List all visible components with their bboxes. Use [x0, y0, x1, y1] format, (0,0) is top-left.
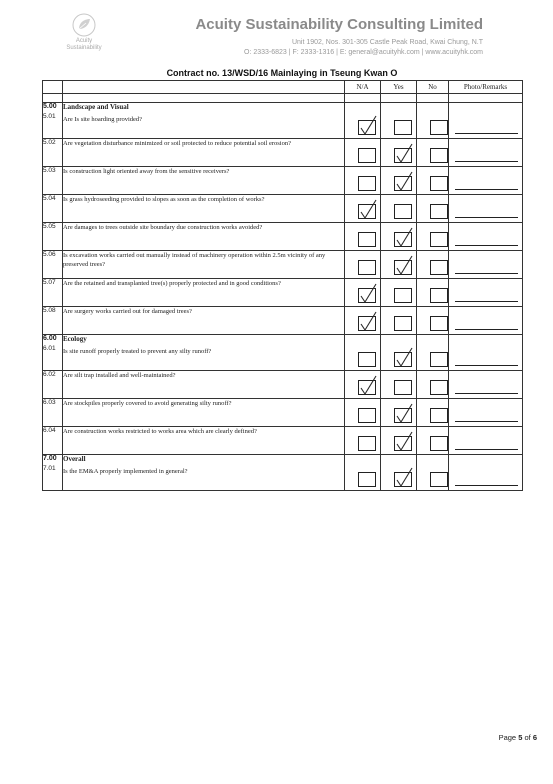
table-row	[43, 335, 523, 371]
checkbox-cell-yes	[381, 427, 417, 455]
spacer-cell	[417, 94, 449, 103]
checkbox-yes[interactable]	[394, 232, 412, 247]
checkbox-no[interactable]	[430, 352, 448, 367]
row-description: Are surgery works carried out for damaged trees?	[63, 307, 345, 335]
remarks-cell	[449, 335, 523, 371]
checkbox-yes[interactable]	[394, 380, 412, 395]
checkbox-cell-na	[345, 223, 381, 251]
checkbox-cell-yes	[381, 335, 417, 371]
checkbox-cell-na	[345, 335, 381, 371]
checkbox-cell-yes	[381, 139, 417, 167]
contact-line: O: 2333-6823 | F: 2333-1316 | E: general@acuityhk.com | www.acuityhk.com	[243, 49, 483, 56]
row-number: 5.08	[43, 307, 63, 335]
document-title: Contract no. 13/WSD/16 Mainlaying in Tseung Kwan O	[166, 68, 398, 78]
checkbox-no[interactable]	[430, 232, 448, 247]
row-description: Are the retained and transplanted tree(s) properly protected and in good conditions?	[63, 279, 345, 307]
tick-mark-icon	[394, 431, 414, 453]
page-prefix: Page	[498, 733, 517, 742]
checkbox-na[interactable]	[358, 148, 376, 163]
tick-mark-icon	[394, 403, 414, 425]
item-text: Is site runoff properly treated to prevent any silty runoff?	[63, 348, 212, 355]
tick-mark-icon	[358, 311, 378, 333]
row-description: Are damages to trees outside site boundary due construction works avoided?	[63, 223, 345, 251]
checkbox-yes[interactable]	[394, 316, 412, 331]
checkbox-no[interactable]	[430, 436, 448, 451]
row-description: Is construction light oriented away from the sensitive receivers?	[63, 167, 345, 195]
checkbox-cell-na	[345, 307, 381, 335]
checkbox-cell-no	[417, 279, 449, 307]
remarks-cell	[449, 371, 523, 399]
row-number: 5.07	[43, 279, 63, 307]
row-number	[43, 335, 63, 371]
checkbox-cell-na	[345, 455, 381, 491]
tick-mark-icon	[394, 143, 414, 165]
checkbox-yes[interactable]	[394, 472, 412, 487]
section-title: Landscape and Visual	[63, 103, 129, 111]
remarks-line[interactable]	[455, 245, 518, 246]
remarks-line[interactable]	[455, 485, 518, 486]
tick-mark-icon	[358, 199, 378, 221]
checkbox-na[interactable]	[358, 120, 376, 135]
row-number: 6.02	[43, 371, 63, 399]
row-description: Are stockpiles properly covered to avoid generating silty runoff?	[63, 399, 345, 427]
header-yes: Yes	[381, 81, 417, 94]
tick-mark-icon	[394, 227, 414, 249]
header-remarks: Photo/Remarks	[449, 81, 523, 94]
checkbox-yes[interactable]	[394, 120, 412, 135]
checkbox-no[interactable]	[430, 120, 448, 135]
checkbox-na[interactable]	[358, 316, 376, 331]
remarks-cell	[449, 139, 523, 167]
header-na: N/A	[345, 81, 381, 94]
checkbox-yes[interactable]	[394, 408, 412, 423]
section-number: 5.00	[43, 103, 57, 110]
checkbox-yes[interactable]	[394, 260, 412, 275]
table-row	[43, 167, 523, 195]
tick-mark-icon	[394, 255, 414, 277]
header-blank	[63, 81, 345, 94]
checkbox-cell-na	[345, 279, 381, 307]
remarks-line[interactable]	[455, 449, 518, 450]
checkbox-na[interactable]	[358, 232, 376, 247]
checkbox-cell-no	[417, 103, 449, 139]
remarks-line[interactable]	[455, 421, 518, 422]
checkbox-no[interactable]	[430, 472, 448, 487]
checkbox-cell-no	[417, 399, 449, 427]
company-name: Acuity Sustainability Consulting Limited	[195, 16, 483, 33]
checkbox-yes[interactable]	[394, 176, 412, 191]
item-number: 6.01	[43, 345, 56, 352]
company-address	[244, 38, 483, 58]
row-number: 6.04	[43, 427, 63, 455]
tick-mark-icon	[358, 283, 378, 305]
item-text: Is the EM&A properly implemented in general?	[63, 468, 188, 475]
row-description: Are construction works restricted to works area which are clearly defined?	[63, 427, 345, 455]
checkbox-cell-na	[345, 399, 381, 427]
item-number: 5.01	[43, 113, 56, 120]
row-description: Is excavation works carried out manually instead of machinery operation within 2.5m vicinity of any preserved trees?	[63, 251, 345, 279]
checkbox-cell-yes	[381, 455, 417, 491]
checkbox-na[interactable]	[358, 408, 376, 423]
checkbox-na[interactable]	[358, 352, 376, 367]
table-row	[43, 455, 523, 491]
remarks-cell	[449, 279, 523, 307]
remarks-line[interactable]	[455, 329, 518, 330]
spacer-cell	[345, 94, 381, 103]
section-number: 6.00	[43, 335, 57, 342]
table-row	[43, 139, 523, 167]
checkbox-cell-na	[345, 139, 381, 167]
checkbox-cell-no	[417, 195, 449, 223]
remarks-cell	[449, 307, 523, 335]
checkbox-cell-yes	[381, 103, 417, 139]
page-total: 6	[532, 733, 537, 742]
checkbox-cell-na	[345, 427, 381, 455]
checklist-body	[43, 94, 523, 491]
checkbox-no[interactable]	[430, 316, 448, 331]
tick-mark-icon	[394, 171, 414, 193]
checkbox-cell-no	[417, 167, 449, 195]
checkbox-cell-no	[417, 307, 449, 335]
remarks-cell	[449, 251, 523, 279]
checkbox-cell-yes	[381, 195, 417, 223]
checkbox-cell-yes	[381, 279, 417, 307]
remarks-line[interactable]	[455, 189, 518, 190]
row-description: Is grass hydroseeding provided to slopes as soon as the completion of works?	[63, 195, 345, 223]
company-logo	[62, 12, 106, 52]
remarks-line[interactable]	[455, 133, 518, 134]
checkbox-cell-no	[417, 335, 449, 371]
checkbox-cell-na	[345, 371, 381, 399]
remarks-cell	[449, 427, 523, 455]
table-row	[43, 251, 523, 279]
checkbox-cell-no	[417, 455, 449, 491]
checkbox-no[interactable]	[430, 148, 448, 163]
header-blank	[43, 81, 63, 94]
remarks-cell	[449, 399, 523, 427]
checkbox-no[interactable]	[430, 288, 448, 303]
checkbox-no[interactable]	[430, 408, 448, 423]
spacer-cell	[381, 94, 417, 103]
checkbox-yes[interactable]	[394, 288, 412, 303]
checkbox-cell-no	[417, 251, 449, 279]
tick-mark-icon	[358, 115, 378, 137]
remarks-cell	[449, 167, 523, 195]
checkbox-cell-yes	[381, 223, 417, 251]
row-number: 6.03	[43, 399, 63, 427]
row-description	[63, 103, 345, 139]
checkbox-cell-yes	[381, 307, 417, 335]
table-row	[43, 427, 523, 455]
table-header-row	[43, 81, 523, 94]
row-number: 5.05	[43, 223, 63, 251]
checkbox-na[interactable]	[358, 288, 376, 303]
checkbox-no[interactable]	[430, 176, 448, 191]
row-description: Are silt trap installed and well-maintained?	[63, 371, 345, 399]
page-number	[499, 733, 537, 742]
remarks-line[interactable]	[455, 365, 518, 366]
checkbox-yes[interactable]	[394, 436, 412, 451]
checkbox-no[interactable]	[430, 260, 448, 275]
remarks-cell	[449, 223, 523, 251]
row-description	[63, 335, 345, 371]
checkbox-na[interactable]	[358, 176, 376, 191]
remarks-cell	[449, 455, 523, 491]
table-row	[43, 399, 523, 427]
checkbox-cell-yes	[381, 251, 417, 279]
table-row	[43, 279, 523, 307]
page-current: 5	[518, 733, 523, 742]
checkbox-cell-na	[345, 195, 381, 223]
table-row	[43, 307, 523, 335]
tick-mark-icon	[394, 467, 414, 489]
checkbox-no[interactable]	[430, 380, 448, 395]
section-title: Overall	[63, 455, 86, 463]
row-number: 5.02	[43, 139, 63, 167]
remarks-line[interactable]	[455, 393, 518, 394]
spacer-cell	[449, 94, 523, 103]
item-text: Are Is site hoarding provided?	[63, 116, 143, 123]
row-description: Are vegetation disturbance minimized or soil protected to reduce potential soil erosion?	[63, 139, 345, 167]
checkbox-cell-no	[417, 371, 449, 399]
checkbox-yes[interactable]	[394, 148, 412, 163]
spacer-row	[43, 94, 523, 103]
checkbox-cell-yes	[381, 399, 417, 427]
header-no: No	[417, 81, 449, 94]
leaf-logo-icon	[71, 12, 97, 38]
checkbox-cell-no	[417, 427, 449, 455]
table-row	[43, 371, 523, 399]
remarks-line[interactable]	[455, 161, 518, 162]
address-line: Unit 1902, Nos. 301-305 Castle Peak Road, Kwai Chung, N.T	[291, 39, 483, 46]
checkbox-cell-na	[345, 103, 381, 139]
row-description	[63, 455, 345, 491]
item-number: 7.01	[43, 465, 56, 472]
row-number: 5.04	[43, 195, 63, 223]
table-row	[43, 195, 523, 223]
checkbox-na[interactable]	[358, 380, 376, 395]
row-number	[43, 103, 63, 139]
row-number: 5.03	[43, 167, 63, 195]
section-title: Ecology	[63, 335, 87, 343]
tick-mark-icon	[358, 375, 378, 397]
table-row	[43, 223, 523, 251]
remarks-line[interactable]	[455, 217, 518, 218]
checkbox-cell-no	[417, 223, 449, 251]
checkbox-yes[interactable]	[394, 352, 412, 367]
tick-mark-icon	[394, 347, 414, 369]
section-number: 7.00	[43, 455, 57, 462]
checkbox-cell-yes	[381, 371, 417, 399]
remarks-line[interactable]	[455, 273, 518, 274]
remarks-line[interactable]	[455, 301, 518, 302]
checkbox-cell-no	[417, 139, 449, 167]
checkbox-na[interactable]	[358, 436, 376, 451]
table-row	[43, 103, 523, 139]
checkbox-cell-na	[345, 251, 381, 279]
checkbox-na[interactable]	[358, 472, 376, 487]
checkbox-yes[interactable]	[394, 204, 412, 219]
row-number: 5.06	[43, 251, 63, 279]
row-number	[43, 455, 63, 491]
remarks-cell	[449, 103, 523, 139]
checkbox-na[interactable]	[358, 260, 376, 275]
checkbox-cell-na	[345, 167, 381, 195]
spacer-cell	[63, 94, 345, 103]
checkbox-cell-yes	[381, 167, 417, 195]
page-sep: of	[524, 733, 531, 742]
checkbox-na[interactable]	[358, 204, 376, 219]
logo-text: Acuity Sustainability	[66, 38, 102, 51]
remarks-cell	[449, 195, 523, 223]
checkbox-no[interactable]	[430, 204, 448, 219]
spacer-cell	[43, 94, 63, 103]
checklist-table	[42, 80, 523, 491]
